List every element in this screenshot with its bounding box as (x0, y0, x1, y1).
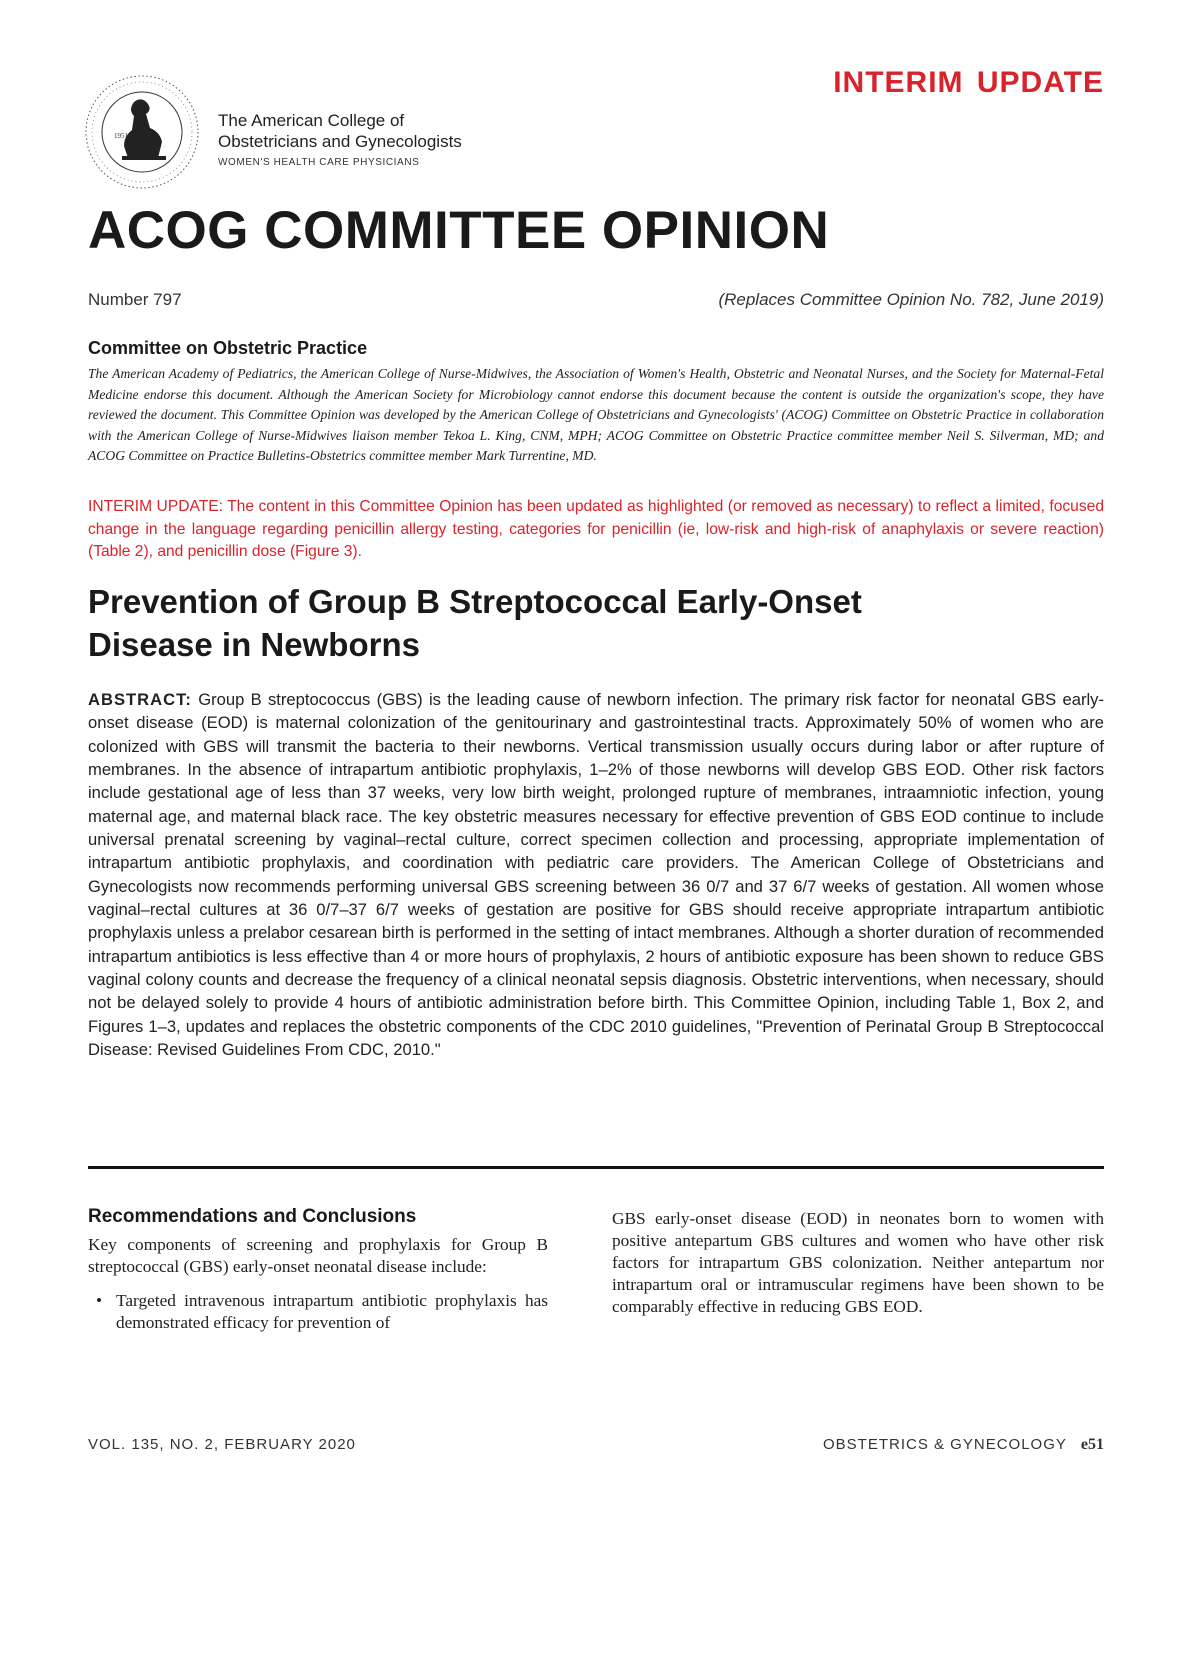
bullet-text: Targeted intravenous intrapartum antibiotic prophylaxis has demonstrated efficacy for prevention of (116, 1291, 548, 1332)
org-name-line2: Obstetricians and Gynecologists (218, 132, 462, 151)
footer-journal (823, 1436, 1104, 1454)
replaces-note: (Replaces Committee Opinion No. 782, June 2019) (718, 290, 1104, 309)
committee-title: Committee on Obstetric Practice (88, 338, 368, 358)
opinion-number: Number 797 (88, 290, 182, 309)
recommendations-heading: Recommendations and Conclusions (88, 1206, 417, 1227)
article-title-line2: Disease in Newborns (88, 626, 420, 663)
org-name-line1: The American College of (218, 111, 405, 130)
page-title: ACOG COMMITTEE OPINION (88, 201, 830, 260)
abstract-text: Group B streptococcus (GBS) is the leading cause of newborn infection. The primary risk factor for neonatal GBS early-onset disease (EOD) is maternal colonization of the genitourinary and gastrointestinal tracts. Approximately 50% of women who are colonized with GBS will transmit the bacteria to their newborns. Vertical transmission usually occurs during labor or after rupture of membranes. In the absence of intrapartum antibiotic prophylaxis, 1–2% of those newborns will develop GBS EOD. Other risk factors include gestational age of less than 37 weeks, very low birth weight, prolonged rupture of membranes, intraamniotic infection, young maternal age, and maternal black race. The key obstetric measures necessary for effective prevention of GBS EOD continue to include universal prenatal screening by vaginal–rectal culture, correct specimen collection and processing, appropriate implementation of intrapartum antibiotic prophylaxis, and coordination with pediatric care providers. The American College of Obstetricians and Gynecologists now recommends performing universal GBS screening between 36 0/7 and 37 6/7 weeks of gestation. All women whose vaginal–rectal cultures at 36 0/7–37 6/7 weeks of gestation are positive for GBS should receive appropriate intrapartum antibiotic prophylaxis unless a prelabor cesarean birth is performed in the setting of intact membranes. Although a shorter duration of recommended intrapartum antibiotics is less effective than 4 or more hours of prophylaxis, 2 hours of antibiotic exposure has been shown to reduce GBS vaginal colony counts and decrease the frequency of a clinical neonatal sepsis diagnosis. Obstetric interventions, when necessary, should not be delayed solely to provide 4 hours of antibiotic administration before birth. This Committee Opinion, including Table 1, Box 2, and Figures 1–3, updates and replaces the obstetric components of the CDC 2010 guidelines, "Prevention of Perinatal Group B Streptococcal Disease: Revised Guidelines From CDC, 2010." (88, 690, 1104, 1060)
footer-volume: VOL. 135, NO. 2, FEBRUARY 2020 (88, 1436, 356, 1453)
page-number: e51 (1080, 1436, 1104, 1453)
interim-update-notice: INTERIM UPDATE: The content in this Committee Opinion has been updated as highlighted (or removed as necessary) to reflect a limited, focused change in the language regarding penicillin allergy testing, categories for penicillin (ie, low-risk and high-risk of anaphylaxis or severe reaction) (Table 2), and penicillin dose (Figure 3). (88, 498, 1104, 560)
committee-endorsement-text: The American Academy of Pediatrics, the American College of Nurse-Midwives, the Association of Women's Health, Obstetric and Neonatal Nurses, and the Society for Maternal-Fetal Medicine endorse this document. Although the American Society for Microbiology cannot endorse this document because the content is outside the organization's scope, they have reviewed the document. This Committee Opinion was developed by the American College of Obstetricians and Gynecologists' (ACOG) Committee on Obstetric Practice in collaboration with the American College of Nurse-Midwives liaison member Tekoa L. King, CNM, MPH; ACOG Committee on Obstetric Practice committee member Neil S. Silverman, MD; and ACOG Committee on Practice Bulletins-Obstetrics committee member Mark Turrentine, MD. (88, 366, 1104, 463)
footer-journal-name: OBSTETRICS & GYNECOLOGY (823, 1436, 1067, 1453)
section-divider (88, 1166, 1104, 1169)
list-item (88, 1290, 548, 1334)
article-title-line1: Prevention of Group B Streptococcal Early-Onset (88, 583, 862, 620)
svg-text:1951: 1951 (114, 132, 128, 140)
bullet-icon: • (96, 1291, 103, 1310)
abstract-label: ABSTRACT: (88, 690, 192, 709)
left-column (88, 1206, 548, 1334)
abstract (88, 688, 1104, 1062)
recommendations-intro: Key components of screening and prophylaxis for Group B streptococcal (GBS) early-onset neonatal disease include: (88, 1235, 548, 1276)
article-title (88, 580, 1088, 666)
acog-seal-logo (82, 72, 202, 192)
org-name-block (218, 110, 462, 168)
right-column-text: GBS early-onset disease (EOD) in neonates born to women with positive antepartum GBS cultures and women who have other risk factors for intrapartum GBS colonization. Neither antepartum nor intrapartum oral or intramuscular regimens have been shown to be comparably effective in reducing GBS EOD. (612, 1209, 1104, 1316)
org-tagline: WOMEN'S HEALTH CARE PHYSICIANS (218, 157, 420, 168)
interim-update-tag: INTERIM UPDATE (833, 66, 1104, 99)
